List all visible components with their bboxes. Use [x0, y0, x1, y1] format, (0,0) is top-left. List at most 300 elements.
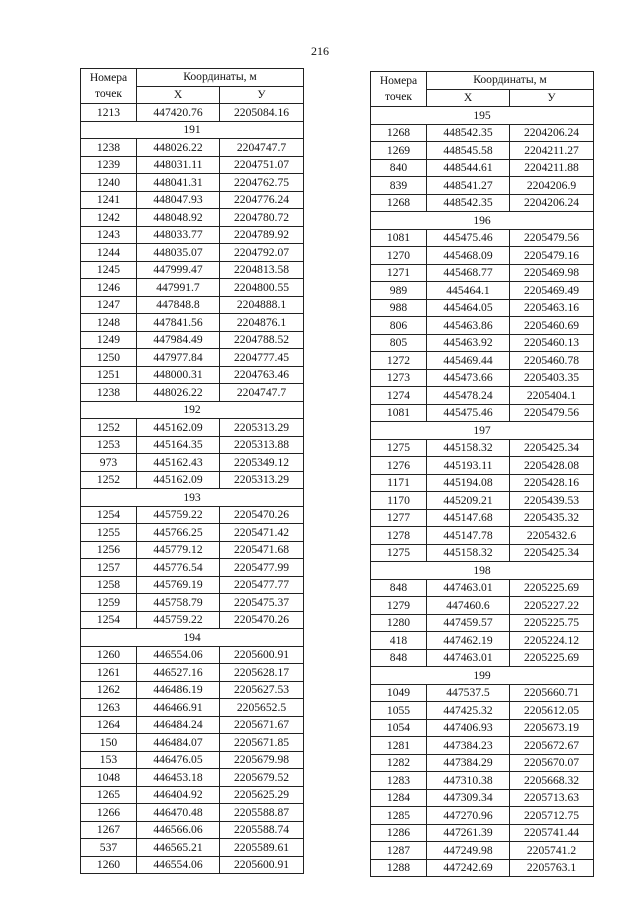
table-row — [81, 804, 304, 822]
x-header: X — [137, 86, 220, 104]
x-coordinate-cell: 446484.24 — [137, 716, 220, 734]
x-coordinate-cell: 447463.01 — [427, 649, 510, 667]
table-row — [371, 159, 594, 177]
x-coordinate-cell: 448000.31 — [137, 366, 220, 384]
table-row — [371, 474, 594, 492]
y-coordinate-cell: 2205589.61 — [220, 839, 304, 857]
y-coordinate-cell: 2205471.68 — [220, 541, 304, 559]
y-coordinate-cell: 2205469.98 — [510, 264, 594, 282]
table-row — [371, 194, 594, 212]
x-coordinate-cell: 447384.29 — [427, 754, 510, 772]
table-row — [81, 191, 304, 209]
x-coordinate-cell: 446486.19 — [137, 681, 220, 699]
point-number-cell: 1261 — [81, 664, 137, 682]
x-coordinate-cell: 447261.39 — [427, 824, 510, 842]
table-row — [81, 646, 304, 664]
y-coordinate-cell: 2205477.99 — [220, 559, 304, 577]
point-number-cell: 1251 — [81, 366, 137, 384]
group-number: 192 — [81, 401, 304, 419]
x-coordinate-cell: 445769.19 — [137, 576, 220, 594]
point-number-cell: 537 — [81, 839, 137, 857]
x-coordinate-cell: 447310.38 — [427, 772, 510, 790]
y-coordinate-cell: 2204762.75 — [220, 174, 304, 192]
point-number-cell: 1268 — [371, 194, 427, 212]
group-row — [371, 212, 594, 230]
y-coordinate-cell: 2204789.92 — [220, 226, 304, 244]
table-row — [371, 754, 594, 772]
point-number-cell: 1280 — [371, 614, 427, 632]
x-coordinate-cell: 445475.46 — [427, 404, 510, 422]
x-coordinate-cell: 445468.09 — [427, 247, 510, 265]
group-row — [371, 667, 594, 685]
y-coordinate-cell: 2205625.29 — [220, 786, 304, 804]
y-header: У — [510, 89, 594, 107]
y-coordinate-cell: 2205349.12 — [220, 454, 304, 472]
table-row — [81, 209, 304, 227]
point-number-cell: 988 — [371, 299, 427, 317]
table-row — [81, 769, 304, 787]
point-number-cell: 1260 — [81, 856, 137, 874]
point-number-cell: 1081 — [371, 229, 427, 247]
table-row — [371, 334, 594, 352]
point-number-cell: 1171 — [371, 474, 427, 492]
point-number-cell: 153 — [81, 751, 137, 769]
y-coordinate-cell: 2205712.75 — [510, 807, 594, 825]
point-number-header — [81, 69, 137, 104]
y-coordinate-cell: 2205713.63 — [510, 789, 594, 807]
x-coordinate-cell: 448026.22 — [137, 384, 220, 402]
table-row — [81, 314, 304, 332]
point-number-cell: 989 — [371, 282, 427, 300]
group-row — [81, 629, 304, 647]
x-coordinate-cell: 447848.8 — [137, 296, 220, 314]
y-coordinate-cell: 2205471.42 — [220, 524, 304, 542]
x-coordinate-cell: 447270.96 — [427, 807, 510, 825]
x-coordinate-cell: 445164.35 — [137, 436, 220, 454]
y-coordinate-cell: 2204776.24 — [220, 191, 304, 209]
point-number-cell: 1254 — [81, 611, 137, 629]
y-coordinate-cell: 2205612.05 — [510, 702, 594, 720]
point-label-line2: точек — [384, 90, 413, 103]
y-coordinate-cell: 2205668.32 — [510, 772, 594, 790]
table-row — [371, 282, 594, 300]
y-coordinate-cell: 2205652.5 — [220, 699, 304, 717]
table-row — [371, 527, 594, 545]
point-number-cell: 1268 — [371, 124, 427, 142]
coordinates-header: Координаты, м — [427, 72, 594, 90]
point-number-cell: 848 — [371, 649, 427, 667]
point-number-cell: 1267 — [81, 821, 137, 839]
table-row — [81, 559, 304, 577]
table-row — [81, 366, 304, 384]
y-coordinate-cell: 2205224.12 — [510, 632, 594, 650]
table-row — [81, 156, 304, 174]
y-coordinate-cell: 2205763.1 — [510, 859, 594, 877]
y-coordinate-cell: 2205435.32 — [510, 509, 594, 527]
x-coordinate-cell: 445475.46 — [427, 229, 510, 247]
table-body — [81, 104, 304, 874]
x-coordinate-cell: 445147.78 — [427, 527, 510, 545]
y-coordinate-cell: 2205460.78 — [510, 352, 594, 370]
table-row — [81, 279, 304, 297]
group-number: 198 — [371, 562, 594, 580]
y-coordinate-cell: 2204777.45 — [220, 349, 304, 367]
x-coordinate-cell: 445468.77 — [427, 264, 510, 282]
y-coordinate-cell: 2205404.1 — [510, 387, 594, 405]
x-coordinate-cell: 448048.92 — [137, 209, 220, 227]
point-number-cell: 1285 — [371, 807, 427, 825]
x-coordinate-cell: 445759.22 — [137, 506, 220, 524]
point-number-cell: 1256 — [81, 541, 137, 559]
table-row — [81, 576, 304, 594]
x-coordinate-cell: 446484.07 — [137, 734, 220, 752]
point-number-cell: 1049 — [371, 684, 427, 702]
point-number-cell: 1263 — [81, 699, 137, 717]
table-row — [371, 597, 594, 615]
table-row — [81, 856, 304, 874]
table-row — [81, 471, 304, 489]
point-number-cell: 1282 — [371, 754, 427, 772]
table-row — [81, 751, 304, 769]
point-number-cell: 1054 — [371, 719, 427, 737]
x-coordinate-cell: 445194.08 — [427, 474, 510, 492]
x-coordinate-cell: 448544.61 — [427, 159, 510, 177]
x-coordinate-cell: 446565.21 — [137, 839, 220, 857]
table-row — [81, 786, 304, 804]
x-coordinate-cell: 447249.98 — [427, 842, 510, 860]
point-number-cell: 806 — [371, 317, 427, 335]
y-coordinate-cell: 2205475.37 — [220, 594, 304, 612]
x-coordinate-cell: 445469.44 — [427, 352, 510, 370]
y-coordinate-cell: 2205673.19 — [510, 719, 594, 737]
table-row — [371, 369, 594, 387]
table-row — [81, 419, 304, 437]
point-number-cell: 1240 — [81, 174, 137, 192]
y-coordinate-cell: 2204206.24 — [510, 194, 594, 212]
x-coordinate-cell: 445464.1 — [427, 282, 510, 300]
x-coordinate-cell: 445776.54 — [137, 559, 220, 577]
y-coordinate-cell: 2205313.88 — [220, 436, 304, 454]
x-coordinate-cell: 447841.56 — [137, 314, 220, 332]
y-coordinate-cell: 2205479.16 — [510, 247, 594, 265]
x-coordinate-cell: 447984.49 — [137, 331, 220, 349]
point-number-cell: 1275 — [371, 544, 427, 562]
table-row — [371, 177, 594, 195]
y-coordinate-cell: 2205432.6 — [510, 527, 594, 545]
table-row — [371, 229, 594, 247]
table-row — [81, 174, 304, 192]
y-coordinate-cell: 2205225.69 — [510, 649, 594, 667]
y-coordinate-cell: 2205313.29 — [220, 471, 304, 489]
y-coordinate-cell: 2205679.98 — [220, 751, 304, 769]
table-row — [81, 541, 304, 559]
x-coordinate-cell: 445463.86 — [427, 317, 510, 335]
x-coordinate-cell: 448545.58 — [427, 142, 510, 160]
table-row — [371, 772, 594, 790]
table-row — [81, 611, 304, 629]
point-number-cell: 839 — [371, 177, 427, 195]
y-coordinate-cell: 2205439.53 — [510, 492, 594, 510]
table-row — [371, 264, 594, 282]
point-number-cell: 1262 — [81, 681, 137, 699]
y-coordinate-cell: 2205463.16 — [510, 299, 594, 317]
point-number-cell: 1242 — [81, 209, 137, 227]
y-coordinate-cell: 2205627.53 — [220, 681, 304, 699]
table-row — [81, 384, 304, 402]
x-coordinate-cell: 446404.92 — [137, 786, 220, 804]
table-row — [81, 226, 304, 244]
x-coordinate-cell: 447406.93 — [427, 719, 510, 737]
table-row — [371, 684, 594, 702]
point-number-cell: 848 — [371, 579, 427, 597]
y-coordinate-cell: 2204792.07 — [220, 244, 304, 262]
point-number-cell: 1246 — [81, 279, 137, 297]
x-coordinate-cell: 447462.19 — [427, 632, 510, 650]
point-number-cell: 1272 — [371, 352, 427, 370]
point-number-cell: 1055 — [371, 702, 427, 720]
table-row — [81, 139, 304, 157]
y-coordinate-cell: 2205741.44 — [510, 824, 594, 842]
x-coordinate-cell: 447460.6 — [427, 597, 510, 615]
point-number-cell: 1271 — [371, 264, 427, 282]
point-number-cell: 1264 — [81, 716, 137, 734]
table-row — [371, 544, 594, 562]
x-coordinate-cell: 448033.77 — [137, 226, 220, 244]
coordinates-table-left — [80, 68, 304, 874]
point-number-cell: 1283 — [371, 772, 427, 790]
x-coordinate-cell: 446470.48 — [137, 804, 220, 822]
point-number-cell: 1275 — [371, 439, 427, 457]
point-number-cell: 1269 — [371, 142, 427, 160]
x-coordinate-cell: 447425.32 — [427, 702, 510, 720]
point-number-cell: 1253 — [81, 436, 137, 454]
y-coordinate-cell: 2204206.24 — [510, 124, 594, 142]
table-row — [81, 821, 304, 839]
table-row — [371, 352, 594, 370]
group-number: 194 — [81, 629, 304, 647]
x-header: X — [427, 89, 510, 107]
y-coordinate-cell: 2205225.75 — [510, 614, 594, 632]
point-number-cell: 1244 — [81, 244, 137, 262]
table-row — [371, 457, 594, 475]
x-coordinate-cell: 448542.35 — [427, 124, 510, 142]
x-coordinate-cell: 448026.22 — [137, 139, 220, 157]
y-coordinate-cell: 2205671.67 — [220, 716, 304, 734]
x-coordinate-cell: 446554.06 — [137, 646, 220, 664]
table-row — [371, 614, 594, 632]
group-row — [81, 489, 304, 507]
table-row — [371, 387, 594, 405]
table-row — [371, 404, 594, 422]
group-number: 191 — [81, 121, 304, 139]
point-number-cell: 1281 — [371, 737, 427, 755]
group-number: 196 — [371, 212, 594, 230]
y-coordinate-cell: 2204800.55 — [220, 279, 304, 297]
table-row — [371, 299, 594, 317]
table-row — [81, 839, 304, 857]
table-row — [81, 331, 304, 349]
y-coordinate-cell: 2204211.88 — [510, 159, 594, 177]
x-coordinate-cell: 445779.12 — [137, 541, 220, 559]
x-coordinate-cell: 448041.31 — [137, 174, 220, 192]
y-coordinate-cell: 2205672.67 — [510, 737, 594, 755]
x-coordinate-cell: 446466.91 — [137, 699, 220, 717]
table-row — [371, 317, 594, 335]
group-number: 193 — [81, 489, 304, 507]
table-row — [371, 737, 594, 755]
x-coordinate-cell: 447537.5 — [427, 684, 510, 702]
x-coordinate-cell: 447242.69 — [427, 859, 510, 877]
point-number-cell: 1238 — [81, 384, 137, 402]
table-row — [371, 142, 594, 160]
table-row — [371, 649, 594, 667]
x-coordinate-cell: 445478.24 — [427, 387, 510, 405]
coordinates-table-right — [370, 71, 594, 877]
point-number-cell: 1277 — [371, 509, 427, 527]
group-row — [81, 121, 304, 139]
y-coordinate-cell: 2205469.49 — [510, 282, 594, 300]
point-number-cell: 1284 — [371, 789, 427, 807]
x-coordinate-cell: 446566.06 — [137, 821, 220, 839]
point-number-cell: 1273 — [371, 369, 427, 387]
x-coordinate-cell: 447999.47 — [137, 261, 220, 279]
y-coordinate-cell: 2205460.13 — [510, 334, 594, 352]
point-number-cell: 1252 — [81, 471, 137, 489]
point-number-cell: 1266 — [81, 804, 137, 822]
y-coordinate-cell: 2205403.35 — [510, 369, 594, 387]
table-row — [81, 436, 304, 454]
y-coordinate-cell: 2204747.7 — [220, 384, 304, 402]
table-row — [371, 247, 594, 265]
point-number-cell: 1170 — [371, 492, 427, 510]
point-number-cell: 1250 — [81, 349, 137, 367]
point-label-line1: Номера — [89, 71, 128, 84]
point-number-cell: 973 — [81, 454, 137, 472]
x-coordinate-cell: 446527.16 — [137, 664, 220, 682]
table-row — [81, 349, 304, 367]
table-row — [81, 104, 304, 122]
x-coordinate-cell: 446453.18 — [137, 769, 220, 787]
point-number-cell: 1245 — [81, 261, 137, 279]
point-label-line1: Номера — [379, 74, 418, 87]
y-coordinate-cell: 2204813.58 — [220, 261, 304, 279]
point-number-cell: 1239 — [81, 156, 137, 174]
y-coordinate-cell: 2205425.34 — [510, 544, 594, 562]
point-number-cell: 1254 — [81, 506, 137, 524]
point-number-cell: 1257 — [81, 559, 137, 577]
x-coordinate-cell: 447463.01 — [427, 579, 510, 597]
x-coordinate-cell: 448541.27 — [427, 177, 510, 195]
point-number-cell: 1270 — [371, 247, 427, 265]
point-number-cell: 1238 — [81, 139, 137, 157]
x-coordinate-cell: 445759.22 — [137, 611, 220, 629]
x-coordinate-cell: 445162.09 — [137, 471, 220, 489]
point-number-cell: 1286 — [371, 824, 427, 842]
y-coordinate-cell: 2204747.7 — [220, 139, 304, 157]
x-coordinate-cell: 445158.32 — [427, 544, 510, 562]
x-coordinate-cell: 447309.34 — [427, 789, 510, 807]
y-coordinate-cell: 2205084.16 — [220, 104, 304, 122]
x-coordinate-cell: 445193.11 — [427, 457, 510, 475]
y-coordinate-cell: 2205741.2 — [510, 842, 594, 860]
table-row — [81, 734, 304, 752]
y-coordinate-cell: 2204876.1 — [220, 314, 304, 332]
y-coordinate-cell: 2205313.29 — [220, 419, 304, 437]
point-number-cell: 1287 — [371, 842, 427, 860]
point-number-cell: 840 — [371, 159, 427, 177]
x-coordinate-cell: 447384.23 — [427, 737, 510, 755]
y-coordinate-cell: 2205660.71 — [510, 684, 594, 702]
table-row — [81, 524, 304, 542]
x-coordinate-cell: 445766.25 — [137, 524, 220, 542]
table-row — [371, 789, 594, 807]
x-coordinate-cell: 448035.07 — [137, 244, 220, 262]
x-coordinate-cell: 445158.32 — [427, 439, 510, 457]
point-number-cell: 1048 — [81, 769, 137, 787]
table-row — [81, 664, 304, 682]
y-coordinate-cell: 2204888.1 — [220, 296, 304, 314]
y-coordinate-cell: 2205470.26 — [220, 506, 304, 524]
point-number-cell: 1252 — [81, 419, 137, 437]
point-number-cell: 418 — [371, 632, 427, 650]
coordinates-header: Координаты, м — [137, 69, 304, 87]
y-coordinate-cell: 2205628.17 — [220, 664, 304, 682]
table-row — [371, 579, 594, 597]
point-number-header — [371, 72, 427, 107]
x-coordinate-cell: 445209.21 — [427, 492, 510, 510]
y-coordinate-cell: 2205428.08 — [510, 457, 594, 475]
y-coordinate-cell: 2205479.56 — [510, 404, 594, 422]
table-row — [371, 439, 594, 457]
table-row — [371, 824, 594, 842]
table-row — [81, 699, 304, 717]
point-number-cell: 1258 — [81, 576, 137, 594]
point-number-cell: 1255 — [81, 524, 137, 542]
x-coordinate-cell: 447420.76 — [137, 104, 220, 122]
point-number-cell: 1243 — [81, 226, 137, 244]
y-coordinate-cell: 2204780.72 — [220, 209, 304, 227]
table-row — [371, 509, 594, 527]
point-number-cell: 1213 — [81, 104, 137, 122]
y-coordinate-cell: 2205588.74 — [220, 821, 304, 839]
point-number-cell: 150 — [81, 734, 137, 752]
table-row — [371, 807, 594, 825]
x-coordinate-cell: 447991.7 — [137, 279, 220, 297]
point-number-cell: 805 — [371, 334, 427, 352]
y-coordinate-cell: 2205670.07 — [510, 754, 594, 772]
y-coordinate-cell: 2205479.56 — [510, 229, 594, 247]
y-coordinate-cell: 2205588.87 — [220, 804, 304, 822]
table-row — [371, 859, 594, 877]
group-row — [371, 107, 594, 125]
x-coordinate-cell: 447977.84 — [137, 349, 220, 367]
point-label-line2: точек — [94, 87, 123, 100]
y-coordinate-cell: 2205227.22 — [510, 597, 594, 615]
point-number-cell: 1248 — [81, 314, 137, 332]
x-coordinate-cell: 448542.35 — [427, 194, 510, 212]
x-coordinate-cell: 445147.68 — [427, 509, 510, 527]
point-number-cell: 1259 — [81, 594, 137, 612]
table-row — [371, 124, 594, 142]
point-number-cell: 1260 — [81, 646, 137, 664]
group-row — [371, 422, 594, 440]
table-body — [371, 107, 594, 877]
y-coordinate-cell: 2204788.52 — [220, 331, 304, 349]
y-coordinate-cell: 2205460.69 — [510, 317, 594, 335]
y-coordinate-cell: 2204763.46 — [220, 366, 304, 384]
x-coordinate-cell: 446554.06 — [137, 856, 220, 874]
table-row — [81, 244, 304, 262]
